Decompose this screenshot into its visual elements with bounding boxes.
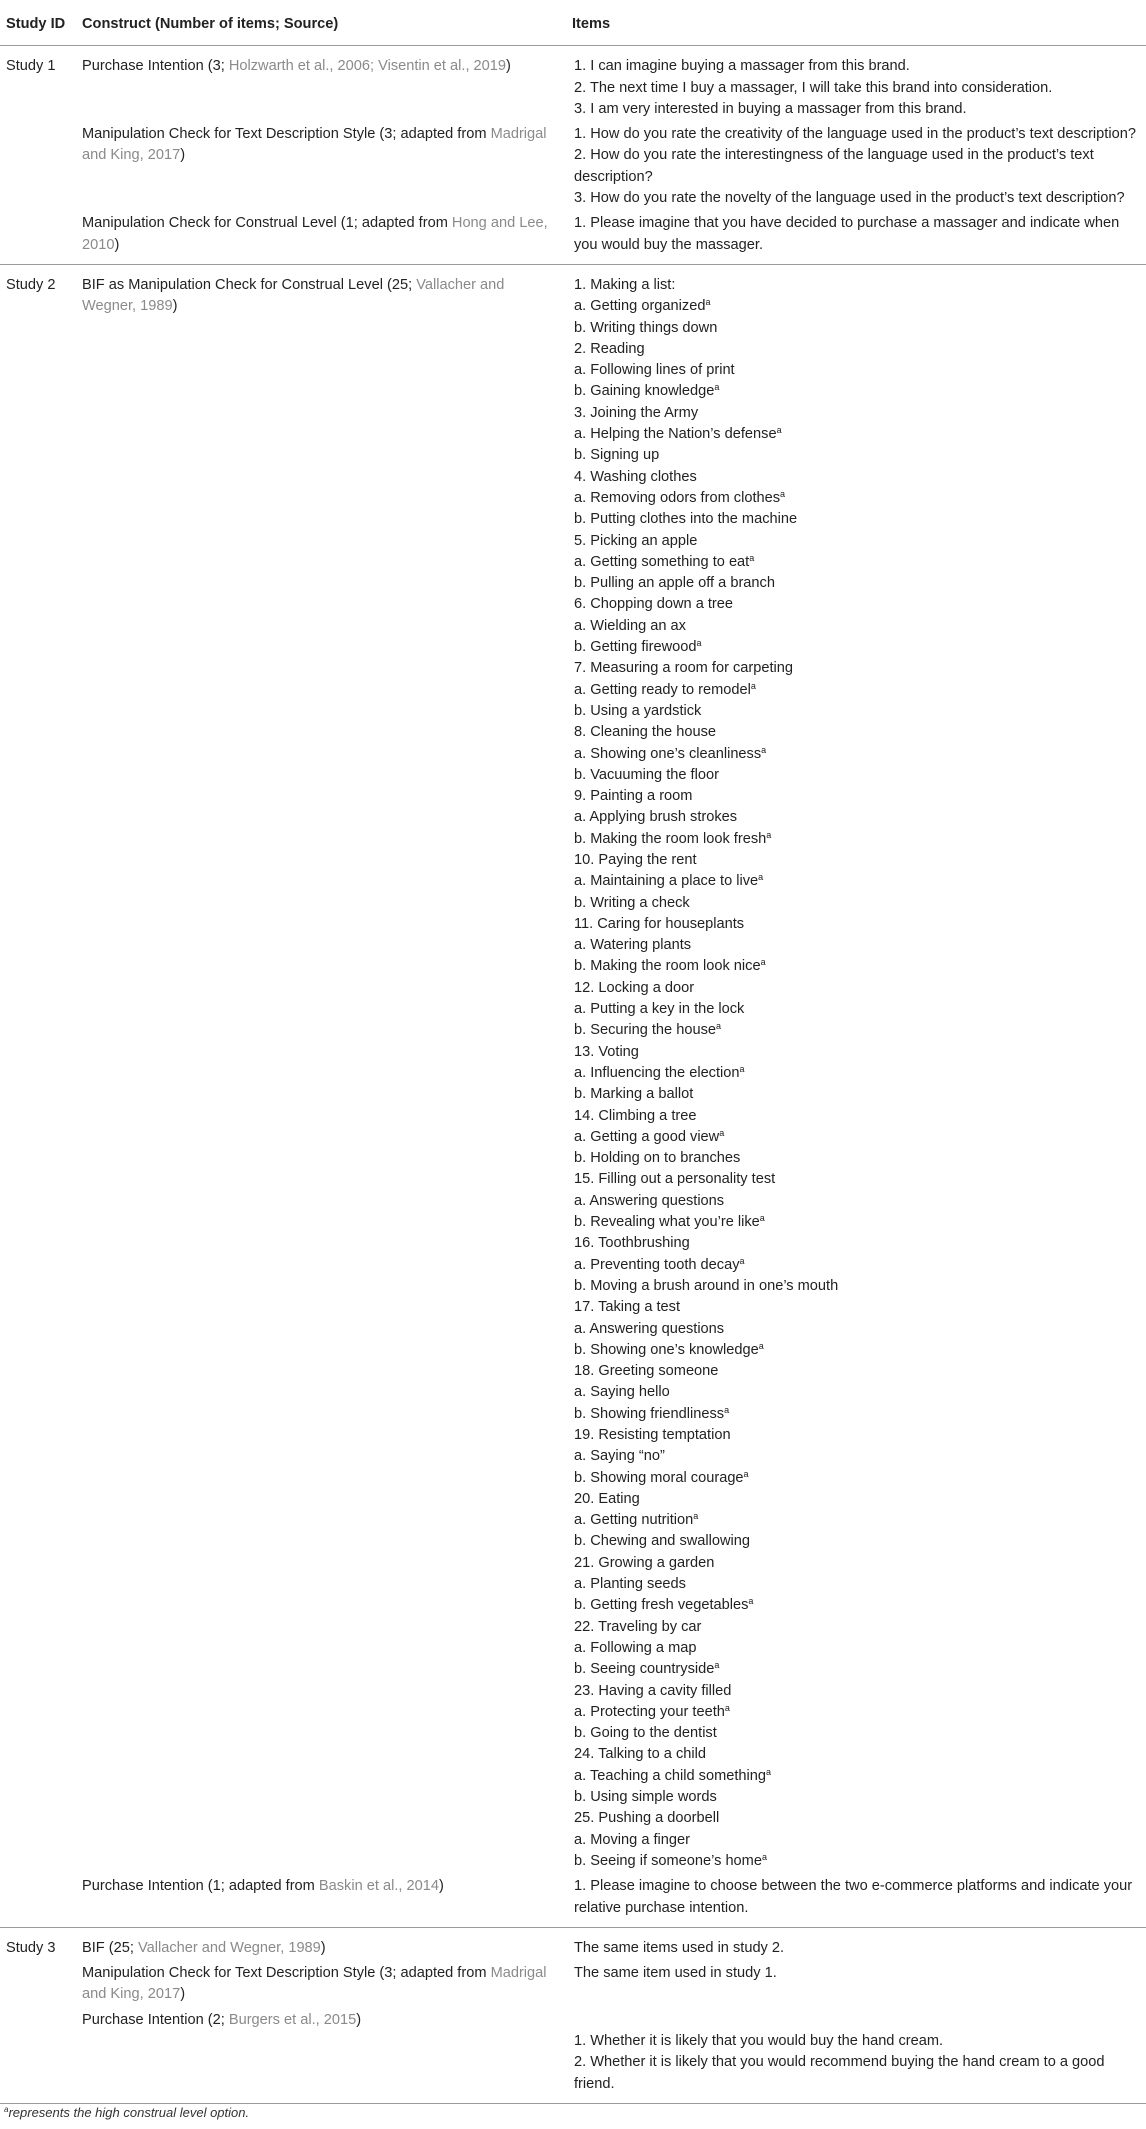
- item-line: [574, 2010, 1146, 2031]
- item-text: 14. Climbing a tree: [574, 1107, 697, 1124]
- item-line: [574, 1042, 1146, 1063]
- high-construal-marker: a: [758, 872, 764, 883]
- construct-text: ): [506, 58, 511, 75]
- table-row: [0, 209, 1146, 264]
- item-text: b. Showing moral courage: [574, 1469, 744, 1486]
- high-construal-marker: a: [739, 1255, 745, 1266]
- study-id-cell: [0, 1959, 76, 2006]
- high-construal-marker: a: [758, 1340, 764, 1351]
- construct-text: ): [172, 298, 178, 315]
- items-cell: [566, 1959, 1146, 2006]
- item-text: a. Answering questions: [574, 1192, 725, 1209]
- table-body: [0, 46, 1146, 2104]
- item-text: b. Writing a check: [574, 894, 690, 911]
- item-text: 3. How do you rate the novelty of the language used in the product’s text description?: [574, 190, 1125, 207]
- high-construal-marker: a: [750, 680, 756, 691]
- item-text: 4. Washing clothes: [574, 468, 697, 485]
- construct-cell: [76, 1872, 566, 1927]
- high-construal-marker: a: [724, 1702, 730, 1713]
- item-line: [574, 1723, 1146, 1744]
- item-text: b. Pulling an apple off a branch: [574, 575, 775, 592]
- item-text: a. Protecting your teeth: [574, 1703, 725, 1720]
- item-text: b. Gaining knowledge: [574, 383, 715, 400]
- item-text: b. Showing friendliness: [574, 1405, 725, 1422]
- item-line: [574, 1553, 1146, 1574]
- items-cell: [566, 264, 1146, 1872]
- item-text: a. Maintaining a place to live: [574, 873, 759, 890]
- item-line: [574, 978, 1146, 999]
- high-construal-marker: a: [739, 1063, 745, 1074]
- item-text: b. Making the room look fresh: [574, 830, 767, 847]
- construct-text: Purchase Intention (3;: [82, 58, 229, 75]
- table-header-row: [0, 6, 1146, 46]
- item-line: [574, 1659, 1146, 1680]
- item-text: b. Vacuuming the floor: [574, 766, 719, 783]
- construct-text: ): [180, 147, 186, 164]
- item-line: [574, 1127, 1146, 1148]
- item-text: 17. Taking a test: [574, 1299, 681, 1316]
- high-construal-marker: a: [766, 1766, 772, 1777]
- item-line: [574, 1638, 1146, 1659]
- citation-link[interactable]: Madrigal and King, 2017: [82, 1965, 547, 2003]
- high-construal-marker: a: [780, 488, 786, 499]
- items-cell: [566, 209, 1146, 264]
- item-line: [574, 594, 1146, 615]
- item-text: 1. I can imagine buying a massager from this brand.: [574, 58, 910, 75]
- item-text: a. Wielding an ax: [574, 617, 686, 634]
- item-line: [574, 56, 1146, 77]
- item-text: 10. Paying the rent: [574, 851, 697, 868]
- item-text: 23. Having a cavity filled: [574, 1682, 732, 1699]
- item-text: 1. Please imagine that you have decided to purchase a massager and indicate when you would buy the massager.: [574, 215, 1124, 253]
- item-line: [574, 1148, 1146, 1169]
- item-line: [574, 124, 1146, 145]
- footnote-text: represents the high construal level option.: [8, 2105, 250, 2120]
- item-line: [574, 1851, 1146, 1872]
- high-construal-marker: a: [705, 297, 711, 308]
- item-text: b. Getting firewood: [574, 639, 697, 656]
- item-line: [574, 1319, 1146, 1340]
- item-line: [574, 145, 1146, 188]
- item-text: 22. Traveling by car: [574, 1618, 702, 1635]
- high-construal-marker: a: [719, 1127, 725, 1138]
- item-text: 1. Please imagine to choose between the two e-commerce platforms and indicate your relative purchase intention.: [574, 1878, 1137, 1916]
- item-line: [574, 1830, 1146, 1851]
- high-construal-marker: a: [749, 552, 755, 563]
- item-text: 9. Painting a room: [574, 788, 693, 805]
- item-text: 11. Caring for houseplants: [574, 915, 745, 932]
- item-line: [574, 1702, 1146, 1723]
- item-line: [574, 1963, 1146, 1984]
- item-text: a. Saying “no”: [574, 1448, 665, 1465]
- item-line: [574, 829, 1146, 850]
- study-id-cell: [0, 209, 76, 264]
- construct-cell: [76, 1927, 566, 1959]
- item-line: [574, 850, 1146, 871]
- item-line: [574, 188, 1146, 209]
- high-construal-marker: a: [776, 425, 782, 436]
- item-text: 18. Greeting someone: [574, 1363, 719, 1380]
- high-construal-marker: a: [761, 1851, 767, 1862]
- items-cell: [566, 1927, 1146, 1959]
- item-text: 7. Measuring a room for carpeting: [574, 660, 794, 677]
- header-items: Items: [566, 6, 1146, 46]
- citation-link[interactable]: Vallacher and Wegner, 1989: [82, 276, 505, 315]
- item-text: a. Answering questions: [574, 1320, 725, 1337]
- study-id-cell: [0, 120, 76, 209]
- high-construal-marker: a: [724, 1404, 730, 1415]
- high-construal-marker: a: [760, 957, 766, 968]
- construct-cell: [76, 209, 566, 264]
- item-text: b. Putting clothes into the machine: [574, 511, 798, 528]
- item-line: [574, 914, 1146, 935]
- item-line: [574, 1510, 1146, 1531]
- high-construal-marker: a: [766, 829, 772, 840]
- item-text: a. Watering plants: [574, 937, 692, 954]
- item-line: [574, 1489, 1146, 1510]
- item-text: a. Removing odors from clothes: [574, 489, 781, 506]
- item-line: [574, 1446, 1146, 1467]
- header-construct: Construct (Number of items; Source): [76, 6, 566, 46]
- table-row: [0, 1872, 1146, 1927]
- item-line: [574, 552, 1146, 573]
- high-construal-marker: a: [696, 638, 702, 649]
- item-text: a. Following lines of print: [574, 362, 735, 379]
- items-cell: [566, 1872, 1146, 1927]
- item-text: a. Applying brush strokes: [574, 809, 738, 826]
- item-text: a. Getting organized: [574, 298, 706, 315]
- construct-text: ): [180, 1986, 186, 2003]
- item-text: 15. Filling out a personality test: [574, 1171, 776, 1188]
- study-id-cell: [0, 1872, 76, 1927]
- construct-cell: [76, 2006, 566, 2104]
- item-text: 19. Resisting temptation: [574, 1427, 731, 1443]
- construct-text: Purchase Intention (2;: [82, 2011, 229, 2028]
- high-construal-marker: a: [748, 1596, 754, 1607]
- item-line: [574, 99, 1146, 120]
- item-line: [574, 573, 1146, 594]
- citation-link[interactable]: Hong and Lee, 2010: [82, 215, 548, 253]
- item-line: [574, 1255, 1146, 1276]
- high-construal-marker: a: [743, 1468, 749, 1479]
- construct-text: Manipulation Check for Construal Level (1; adapted from: [82, 215, 452, 232]
- item-text: 1. Whether it is likely that you would buy the hand cream.: [574, 2033, 944, 2050]
- table-row: [0, 264, 1146, 1872]
- item-line: [574, 956, 1146, 977]
- item-text: b. Holding on to branches: [574, 1150, 741, 1167]
- item-line: [574, 1744, 1146, 1765]
- items-cell: [566, 120, 1146, 209]
- item-text: 1. Making a list:: [574, 276, 676, 293]
- item-line: [574, 1169, 1146, 1190]
- header-study-id: Study ID: [0, 6, 76, 46]
- item-text: a. Showing one’s cleanliness: [574, 745, 762, 762]
- item-text: 20. Eating: [574, 1490, 640, 1507]
- item-line: [574, 1212, 1146, 1233]
- item-line: [574, 871, 1146, 892]
- item-text: 2. How do you rate the interestingness of the language used in the product’s text description?: [574, 147, 1098, 185]
- measures-table: [0, 6, 1146, 2104]
- item-line: [574, 445, 1146, 466]
- item-text: a. Following a map: [574, 1639, 697, 1656]
- item-line: [574, 1084, 1146, 1105]
- item-line: [574, 1681, 1146, 1702]
- item-line: [574, 1382, 1146, 1403]
- item-text: 16. Toothbrushing: [574, 1235, 690, 1252]
- item-text: a. Teaching a child something: [574, 1767, 767, 1784]
- table-row: [0, 2006, 1146, 2104]
- item-line: [574, 531, 1146, 552]
- high-construal-marker: a: [714, 382, 720, 393]
- item-line: [574, 1808, 1146, 1829]
- item-line: [574, 701, 1146, 722]
- high-construal-marker: a: [715, 1021, 721, 1032]
- item-line: [574, 1020, 1146, 1041]
- construct-text: Purchase Intention (1; adapted from: [82, 1878, 319, 1895]
- item-line: [574, 1233, 1146, 1254]
- item-text: b. Chewing and swallowing: [574, 1533, 751, 1550]
- item-line: [574, 360, 1146, 381]
- item-text: 25. Pushing a doorbell: [574, 1810, 720, 1827]
- study-id-cell: [0, 2006, 76, 2104]
- item-text: a. Preventing tooth decay: [574, 1256, 740, 1273]
- construct-cell: [76, 264, 566, 1872]
- item-text: a. Saying hello: [574, 1384, 670, 1401]
- item-line: [574, 786, 1146, 807]
- items-cell: [566, 2006, 1146, 2104]
- table-row: [0, 1959, 1146, 2006]
- citation-link[interactable]: Holzwarth et al., 2006; Visentin et al., 2019: [228, 58, 507, 75]
- item-line: [574, 78, 1146, 99]
- item-line: [574, 1063, 1146, 1084]
- item-line: [574, 509, 1146, 530]
- study-id-cell: Study 2: [6, 276, 56, 293]
- high-construal-marker: a: [714, 1660, 720, 1671]
- item-line: [574, 744, 1146, 765]
- item-line: [574, 339, 1146, 360]
- item-line: [574, 1876, 1146, 1919]
- item-text: 6. Chopping down a tree: [574, 596, 734, 613]
- study-id-cell: Study 1: [6, 58, 56, 75]
- item-text: b. Getting fresh vegetables: [574, 1597, 749, 1614]
- item-line: [574, 637, 1146, 658]
- table-row: [0, 1927, 1146, 1959]
- item-text: b. Revealing what you’re like: [574, 1214, 760, 1231]
- item-line: [574, 1361, 1146, 1382]
- items-cell: [566, 46, 1146, 120]
- table-row: [0, 120, 1146, 209]
- footnote-marker: a: [4, 2105, 9, 2114]
- study-id-cell: Study 3: [6, 1939, 56, 1956]
- construct-text: Manipulation Check for Text Description Style (3; adapted from: [82, 1965, 491, 1982]
- construct-cell: [76, 46, 566, 120]
- item-text: b. Showing one’s knowledge: [574, 1341, 759, 1358]
- item-line: [574, 722, 1146, 743]
- item-line: [574, 2052, 1146, 2095]
- item-text: 2. Whether it is likely that you would recommend buying the hand cream to a good friend.: [574, 2054, 1109, 2092]
- item-text: 24. Talking to a child: [574, 1746, 706, 1763]
- item-line: [574, 2031, 1146, 2052]
- item-text: b. Using simple words: [574, 1789, 717, 1806]
- construct-text: ): [438, 1878, 444, 1895]
- item-line: [574, 424, 1146, 445]
- item-line: [574, 275, 1146, 296]
- item-line: [574, 1276, 1146, 1297]
- high-construal-marker: a: [693, 1511, 699, 1522]
- item-line: [574, 616, 1146, 637]
- item-line: [574, 467, 1146, 488]
- construct-cell: [76, 120, 566, 209]
- item-line: [574, 1938, 1146, 1959]
- item-line: [574, 1425, 1146, 1446]
- item-line: [574, 680, 1146, 701]
- construct-text: BIF as Manipulation Check for Construal Level (25;: [82, 276, 417, 293]
- citation-link[interactable]: Madrigal and King, 2017: [82, 126, 547, 164]
- citation-link[interactable]: Vallacher and Wegner, 1989: [137, 1939, 321, 1956]
- item-line: [574, 403, 1146, 424]
- item-text: b. Going to the dentist: [574, 1725, 717, 1742]
- table-footnote: [4, 2105, 249, 2120]
- item-line: [574, 1766, 1146, 1787]
- item-line: [574, 1340, 1146, 1361]
- item-text: a. Influencing the election: [574, 1064, 740, 1081]
- item-text: 12. Locking a door: [574, 979, 695, 996]
- item-line: [574, 1106, 1146, 1127]
- item-text: a. Getting ready to remodel: [574, 681, 751, 698]
- high-construal-marker: a: [761, 744, 767, 755]
- item-line: [574, 893, 1146, 914]
- item-text: 2. The next time I buy a massager, I will take this brand into consideration.: [574, 79, 1053, 96]
- construct-text: BIF (25;: [82, 1939, 138, 1956]
- construct-text: Manipulation Check for Text Description Style (3; adapted from: [82, 126, 491, 143]
- item-line: [574, 488, 1146, 509]
- item-line: [574, 296, 1146, 317]
- item-text: b. Making the room look nice: [574, 958, 761, 975]
- item-text: b. Securing the house: [574, 1022, 716, 1039]
- item-text: The same items used in study 2.: [574, 1939, 785, 1956]
- item-text: The same item used in study 1.: [574, 1965, 777, 1982]
- table-row: [0, 46, 1146, 120]
- item-text: a. Moving a finger: [574, 1831, 691, 1848]
- item-line: [574, 1468, 1146, 1489]
- item-text: a. Getting something to eat: [574, 553, 750, 570]
- item-line: [574, 1787, 1146, 1808]
- item-text: a. Getting nutrition: [574, 1512, 694, 1529]
- item-text: a. Putting a key in the lock: [574, 1001, 745, 1018]
- item-text: 5. Picking an apple: [574, 532, 698, 549]
- item-text: 21. Growing a garden: [574, 1554, 715, 1571]
- item-line: [574, 1297, 1146, 1318]
- item-text: 3. Joining the Army: [574, 404, 699, 421]
- citation-link[interactable]: Burgers et al., 2015: [228, 2011, 357, 2028]
- construct-text: ): [114, 236, 120, 253]
- item-line: [574, 999, 1146, 1020]
- item-line: [574, 1595, 1146, 1616]
- item-text: b. Seeing countryside: [574, 1661, 715, 1678]
- item-text: 1. How do you rate the creativity of the language used in the product’s text description?: [574, 126, 1136, 143]
- item-text: b. Writing things down: [574, 319, 718, 336]
- item-line: [574, 381, 1146, 402]
- item-text: 8. Cleaning the house: [574, 724, 716, 741]
- high-construal-marker: a: [759, 1213, 765, 1224]
- item-line: [574, 765, 1146, 786]
- item-text: a. Getting a good view: [574, 1128, 720, 1145]
- construct-cell: [76, 1959, 566, 2006]
- citation-link[interactable]: Baskin et al., 2014: [318, 1878, 439, 1895]
- item-line: [574, 935, 1146, 956]
- item-line: [574, 213, 1146, 256]
- item-line: [574, 318, 1146, 339]
- construct-text: ): [356, 2011, 362, 2028]
- item-text: 13. Voting: [574, 1043, 639, 1060]
- item-line: [574, 807, 1146, 828]
- item-text: b. Moving a brush around in one’s mouth: [574, 1277, 839, 1294]
- item-text: b. Using a yardstick: [574, 702, 702, 719]
- item-text: a. Helping the Nation’s defense: [574, 426, 777, 443]
- item-line: [574, 1574, 1146, 1595]
- item-text: 3. I am very interested in buying a massager from this brand.: [574, 100, 967, 117]
- item-text: b. Seeing if someone’s home: [574, 1852, 762, 1869]
- item-text: 2. Reading: [574, 340, 645, 357]
- item-line: [574, 1404, 1146, 1425]
- item-text: b. Signing up: [574, 447, 660, 464]
- item-line: [574, 658, 1146, 679]
- item-line: [574, 1191, 1146, 1212]
- construct-text: ): [320, 1939, 326, 1956]
- item-line: [574, 1531, 1146, 1552]
- item-text: a. Planting seeds: [574, 1576, 686, 1593]
- item-text: b. Marking a ballot: [574, 1086, 694, 1103]
- item-line: [574, 1617, 1146, 1638]
